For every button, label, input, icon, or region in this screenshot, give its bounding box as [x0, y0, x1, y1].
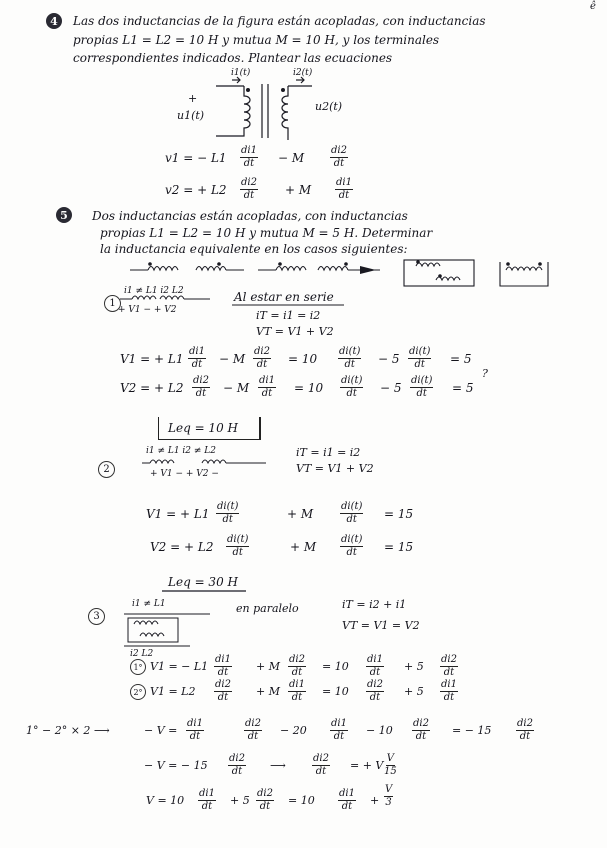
c1-v2-e: = 5 [452, 381, 474, 395]
p4-eq1-b: − M [278, 151, 305, 165]
case-3-labels: i1 ≠ L1 [132, 599, 166, 609]
c3-c1: − V = [144, 724, 178, 737]
c3-a4: + 5 [404, 660, 424, 673]
case-3-eq2-marker: 2° [130, 684, 146, 700]
den: dt [217, 667, 229, 678]
case-1-title: Al estar en serie [234, 290, 334, 304]
den: dt [191, 359, 203, 370]
c3-e-frac1 [198, 789, 216, 812]
den: dt [243, 158, 255, 169]
den: dt [261, 388, 273, 399]
c1-v2-c: = 10 [294, 381, 324, 395]
c3-d3: = + V [350, 759, 384, 772]
num: di1 [189, 346, 205, 357]
case-2-voltage-eq: VT = V1 + V2 [296, 462, 374, 475]
den: dt [256, 359, 268, 370]
num: di1 [199, 788, 215, 799]
num: di1 [336, 177, 352, 188]
c3-a2: + M [256, 660, 280, 673]
c3-c-frac1 [186, 719, 204, 742]
den: dt [231, 766, 243, 777]
case-3-title: en paralelo [236, 602, 299, 615]
p4-eq2-b: + M [285, 183, 312, 197]
den: dt [369, 667, 381, 678]
num: di2 [313, 753, 329, 764]
c1-v2-a: V2 = + L2 [120, 381, 184, 395]
problem-5-line-2: propias L1 = L2 = 10 H y mutua M = 5 H. Determinar [100, 226, 433, 240]
c3-e4: + [370, 794, 380, 807]
problem-4-line-1: Las dos inductancias de la figura están acopladas, con inductancias [73, 14, 486, 28]
problem-4-number: 4 [46, 13, 62, 29]
c1-v2-d: − 5 [380, 381, 402, 395]
den: dt [443, 667, 455, 678]
num: di2 [413, 718, 429, 729]
c1-v1-e: = 5 [450, 352, 472, 366]
num: di1 [339, 788, 355, 799]
c3-combine-label: 1° − 2° × 2 ⟶ [26, 724, 110, 737]
c3-c4: = − 15 [452, 724, 492, 737]
num: di2 [229, 753, 245, 764]
num: di2 [517, 718, 533, 729]
den: dt [369, 692, 381, 703]
p4-eq2-a: v2 = + L2 [165, 183, 227, 197]
den: dt [243, 190, 255, 201]
c1-v1-a: V1 = + L1 [120, 352, 184, 366]
case-1-voltage-eq: VT = V1 + V2 [256, 325, 334, 338]
c3-b-frac1 [214, 680, 232, 703]
num: di(t) [341, 501, 363, 512]
case-1-voltages: + V1 − + V2 [118, 305, 177, 315]
case-1-result: Leq = 10 H [168, 421, 238, 435]
c3-b-frac2 [288, 680, 306, 703]
num: di2 [331, 145, 347, 156]
den: dt [232, 547, 243, 558]
c1-v1-d: − 5 [378, 352, 400, 366]
c3-a-frac3 [366, 655, 384, 678]
num: di1 [215, 654, 231, 665]
num: di1 [441, 679, 457, 690]
num: di1 [187, 718, 203, 729]
num: di2 [257, 788, 273, 799]
c3-c-frac4 [412, 719, 430, 742]
num: di1 [367, 654, 383, 665]
c1-v2-b: − M [223, 381, 250, 395]
num: di2 [254, 346, 270, 357]
c3-e1: V = 10 [146, 794, 185, 807]
corner-mark: ê [590, 1, 596, 12]
den: dt [189, 731, 201, 742]
problem-5-line-1: Dos inductancias están acopladas, con inductancias [92, 209, 408, 223]
fig4-i2-label: i2(t) [293, 68, 313, 78]
c1-v1-b: − M [219, 352, 246, 366]
problem-4-line-3: correspondientes indicados. Plantear las ecuaciones [73, 51, 393, 65]
case-3-voltage-eq: VT = V1 = V2 [342, 619, 420, 632]
num: di2 [367, 679, 383, 690]
num: di2 [193, 375, 209, 386]
num: di(t) [339, 346, 361, 357]
num: V [385, 784, 393, 795]
c3-a-frac1 [214, 655, 232, 678]
case-1-number: 1 [104, 295, 121, 312]
den: dt [222, 514, 233, 525]
c3-c3: − 10 [366, 724, 393, 737]
c3-e3: = 10 [288, 794, 315, 807]
c2-v2-c: = 15 [384, 540, 414, 554]
fig4-u1-label: u1(t) [177, 109, 205, 122]
c2-v1-c: = 15 [384, 507, 414, 521]
case-3-labels-2: i2 L2 [130, 649, 154, 659]
num: di(t) [227, 534, 249, 545]
num: di2 [441, 654, 457, 665]
c3-b3: = 10 [322, 685, 349, 698]
c3-e-frac2 [256, 789, 274, 812]
den: dt [415, 731, 427, 742]
c3-d2: ⟶ [270, 759, 286, 772]
den: 15 [384, 766, 397, 777]
problem-5-number: 5 [56, 207, 72, 223]
num: di1 [259, 375, 275, 386]
case-2-number: 2 [98, 461, 115, 478]
c3-a3: = 10 [322, 660, 349, 673]
den: dt [291, 667, 303, 678]
den: dt [344, 359, 355, 370]
den: dt [416, 388, 427, 399]
p4-eq1-a: v1 = − L1 [165, 151, 227, 165]
fig4-u2-label: u2(t) [315, 100, 343, 113]
c3-b-frac3 [366, 680, 384, 703]
num: di(t) [217, 501, 239, 512]
den: dt [346, 514, 357, 525]
c2-v1-a: V1 = + L1 [146, 507, 210, 521]
case-2-voltages: + V1 − + V2 − [150, 469, 219, 479]
den: dt [338, 190, 350, 201]
c2-v2-a: V2 = + L2 [150, 540, 214, 554]
case-2-labels: i1 ≠ L1 i2 ≠ L2 [146, 446, 217, 456]
c3-a-frac2 [288, 655, 306, 678]
c1-question-mark: ? [482, 367, 488, 380]
den: dt [195, 388, 207, 399]
den: dt [341, 801, 353, 812]
c3-b1: V1 = L2 [150, 685, 196, 698]
c3-c-frac2 [244, 719, 262, 742]
num: di1 [289, 679, 305, 690]
den: dt [519, 731, 531, 742]
c3-a1: V1 = − L1 [150, 660, 209, 673]
num: di2 [241, 177, 257, 188]
den: dt [291, 692, 303, 703]
c3-c2: − 20 [280, 724, 307, 737]
problem-4-line-2: propias L1 = L2 = 10 H y mutua M = 10 H, y los terminales [73, 33, 440, 47]
case-3-number: 3 [88, 608, 105, 625]
den: dt [333, 158, 345, 169]
c3-c-frac3 [330, 719, 348, 742]
c3-e-frac3 [338, 789, 356, 812]
den: dt [414, 359, 425, 370]
case-2-current-eq: iT = i1 = i2 [296, 446, 361, 459]
case-3-eq1-marker: 1° [130, 659, 146, 675]
c2-v1-b: + M [287, 507, 314, 521]
num: di(t) [409, 346, 431, 357]
den: dt [443, 692, 455, 703]
num: di2 [215, 679, 231, 690]
num: di1 [331, 718, 347, 729]
num: di(t) [341, 534, 363, 545]
den: dt [346, 388, 357, 399]
num: di2 [245, 718, 261, 729]
num: di(t) [411, 375, 433, 386]
num: di(t) [341, 375, 363, 386]
c3-d-frac2 [312, 754, 330, 777]
case-1-labels: i1 ≠ L1 i2 L2 [124, 286, 184, 296]
case-2-result: Leq = 30 H [168, 575, 238, 589]
c3-d-frac3 [384, 754, 397, 777]
den: dt [247, 731, 259, 742]
c3-a-frac4 [440, 655, 458, 678]
case-1-current-eq: iT = i1 = i2 [256, 309, 321, 322]
c3-e-frac4 [384, 785, 393, 808]
den: dt [217, 692, 229, 703]
c3-c-frac5 [516, 719, 534, 742]
problem-5-line-3: la inductancia equivalente en los casos siguientes: [100, 242, 408, 256]
c3-e2: + 5 [230, 794, 250, 807]
den: dt [201, 801, 213, 812]
c3-b2: + M [256, 685, 280, 698]
num: di1 [241, 145, 257, 156]
den: dt [346, 547, 357, 558]
c3-d1: − V = − 15 [144, 759, 208, 772]
num: V [386, 753, 394, 764]
fig4-i1-label: i1(t) [231, 68, 251, 78]
den: dt [333, 731, 345, 742]
num: di2 [289, 654, 305, 665]
c3-d-frac1 [228, 754, 246, 777]
case-3-current-eq: iT = i2 + i1 [342, 598, 407, 611]
den: 3 [385, 797, 392, 808]
den: dt [259, 801, 271, 812]
c1-v1-c: = 10 [288, 352, 318, 366]
c3-b-frac4 [440, 680, 458, 703]
den: dt [315, 766, 327, 777]
c2-v2-b: + M [290, 540, 317, 554]
c3-b4: + 5 [404, 685, 424, 698]
fig4-plus: + [188, 92, 198, 105]
